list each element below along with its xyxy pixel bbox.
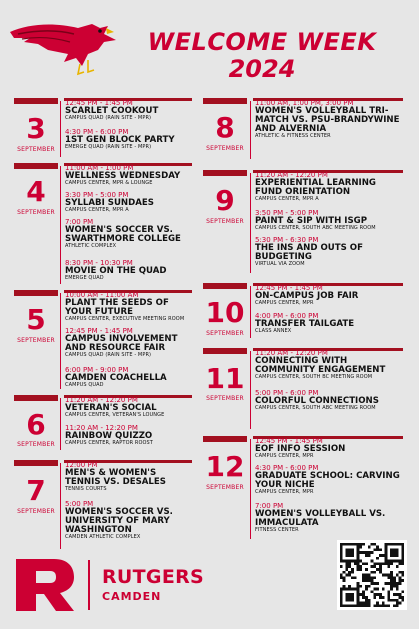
event-location: FITNESS CENTER — [255, 527, 299, 534]
event-name: SCARLET COOKOUT — [65, 106, 159, 117]
event-time: 7:00 PM — [255, 502, 284, 510]
event-item — [255, 172, 405, 203]
event-location: CAMPUS QUAD — [65, 382, 104, 389]
event-time: 7:00 PM — [65, 218, 94, 226]
event-time: 8:30 PM - 10:30 PM — [65, 259, 133, 267]
scarlet-raptor-mascot — [8, 14, 126, 84]
day-number: 9 — [215, 184, 235, 217]
event-item — [255, 237, 405, 268]
day-bar — [203, 436, 247, 442]
day-month: SEPTEMBER — [17, 337, 55, 344]
event-name: TRANSFER TAILGATE — [255, 319, 355, 330]
event-time: 11:20 AM - 12:20 PM — [65, 424, 138, 432]
event-location: EMERGE QUAD — [65, 275, 104, 282]
event-name: SYLLABI SUNDAES — [65, 198, 154, 209]
event-item — [65, 219, 193, 250]
day-bar — [14, 290, 58, 296]
event-time: 5:00 PM — [65, 500, 94, 508]
event-item — [65, 328, 193, 359]
event-name: VETERAN'S SOCIAL — [65, 403, 157, 414]
event-location: CAMPUS CENTER, VETERAN'S LOUNGE — [65, 412, 165, 419]
event-name: PLANT THE SEEDS OF YOUR FUTURE — [65, 298, 169, 318]
event-item — [65, 501, 193, 541]
event-location: ATHLETIC & FITNESS CENTER — [255, 133, 331, 140]
header-title: WELCOME WEEK — [147, 28, 377, 56]
event-location: CAMDEN ATHLETIC COMPLEX — [65, 534, 141, 541]
event-name: CAMDEN COACHELLA — [65, 373, 167, 384]
event-location: CAMPUS CENTER, MPR — [255, 300, 314, 307]
event-location: CAMPUS CENTER, RAPTOR ROOST — [65, 440, 153, 447]
event-name: WOMEN'S SOCCER VS. SWARTHMORE COLLEGE — [65, 225, 181, 245]
event-item — [255, 285, 405, 307]
day-bar — [203, 98, 247, 104]
event-name: EXPERIENTIAL LEARNING FUND ORIENTATION — [255, 178, 376, 198]
day-month: SEPTEMBER — [206, 484, 244, 491]
event-location: CAMPUS CENTER, SOUTH ABC MEETING ROOM — [255, 405, 376, 412]
event-location: TENNIS COURTS — [65, 486, 107, 493]
event-time: 5:00 PM - 6:00 PM — [255, 389, 319, 397]
event-item — [255, 438, 405, 460]
event-item — [255, 210, 405, 232]
day-bar — [14, 395, 58, 401]
event-time: 6:00 PM - 9:00 PM — [65, 366, 129, 374]
day-month: SEPTEMBER — [206, 395, 244, 402]
event-time: 10:00 AM - 11:00 AM — [65, 291, 139, 299]
event-item — [65, 165, 193, 187]
event-item — [255, 350, 405, 381]
event-item — [255, 390, 405, 412]
event-location: ATHLETIC COMPLEX — [65, 243, 117, 250]
event-time: 4:30 PM - 6:00 PM — [65, 128, 129, 136]
day-bar — [14, 460, 58, 466]
day-number: 10 — [205, 296, 245, 329]
day-number: 3 — [26, 112, 46, 145]
event-item — [65, 192, 193, 214]
day-number: 4 — [26, 175, 46, 208]
event-item — [65, 100, 193, 122]
event-name: EOF INFO SESSION — [255, 444, 346, 455]
rutgers-r-logo-icon — [14, 557, 76, 613]
day-month: SEPTEMBER — [206, 218, 244, 225]
day-bar — [203, 170, 247, 176]
event-location: CAMPUS CENTER, MPR A — [255, 196, 319, 203]
event-time: 11:20 AM - 12:20 PM — [255, 171, 328, 179]
event-time: 12:45 PM - 1:45 PM — [65, 99, 133, 107]
event-item — [65, 367, 193, 389]
event-location: EMERGE QUAD (RAIN SITE - MPR) — [65, 144, 152, 151]
event-name: RAINBOW QUIZZO — [65, 431, 153, 442]
event-item — [65, 397, 193, 419]
day-bar — [14, 163, 58, 169]
event-location: CAMPUS CENTER, MPR — [255, 489, 314, 496]
event-name: MOVIE ON THE QUAD — [65, 266, 167, 277]
brand-divider — [88, 560, 90, 610]
event-time: 11:00 AM - 1:00 PM — [65, 164, 134, 172]
event-location: CLASS ANNEX — [255, 328, 292, 335]
day-divider — [60, 101, 61, 157]
event-item — [65, 129, 193, 151]
day-divider — [250, 101, 251, 159]
day-month: SEPTEMBER — [17, 146, 55, 153]
event-item — [65, 260, 193, 282]
event-location: CAMPUS QUAD (RAIN SITE - MPR) — [65, 352, 152, 359]
day-divider — [250, 286, 251, 338]
event-location: CAMPUS CENTER, SOUTH BC MEETING ROOM — [255, 374, 373, 381]
day-divider — [60, 398, 61, 450]
event-item — [255, 100, 405, 140]
day-month: SEPTEMBER — [17, 209, 55, 216]
qr-code-icon[interactable] — [337, 540, 407, 610]
event-name: WOMEN'S VOLLEYBALL TRI-MATCH VS. PSU-BRANDYWINE AND ALVERNIA — [255, 106, 400, 135]
event-item — [65, 292, 193, 323]
event-location: CAMPUS CENTER, EXECUTIVE MEETING ROOM — [65, 316, 185, 323]
event-name: COLORFUL CONNECTIONS — [255, 396, 379, 407]
event-name: WELLNESS WEDNESDAY — [65, 171, 181, 182]
event-time: 4:00 PM - 6:00 PM — [255, 312, 319, 320]
day-divider — [60, 166, 61, 284]
event-time: 4:30 PM - 6:00 PM — [255, 464, 319, 472]
day-number: 11 — [205, 362, 245, 395]
day-number: 8 — [215, 111, 235, 144]
event-name: PAINT & SIP WITH ISGP — [255, 216, 368, 227]
day-divider — [250, 439, 251, 539]
day-number: 5 — [26, 303, 46, 336]
event-name: ON-CAMPUS JOB FAIR — [255, 291, 359, 302]
day-month: SEPTEMBER — [206, 330, 244, 337]
event-item — [255, 313, 405, 335]
event-name: THE INS AND OUTS OF BUDGETING — [255, 243, 363, 263]
event-item — [65, 425, 193, 447]
event-time: 5:30 PM - 6:30 PM — [255, 236, 319, 244]
event-item — [255, 503, 405, 534]
event-time: 12:45 PM - 1:45 PM — [255, 284, 323, 292]
day-number: 7 — [26, 474, 46, 507]
event-time: 12:00 PM — [65, 461, 98, 469]
event-location: CAMPUS CENTER, MPR A — [65, 207, 129, 214]
event-location: CAMPUS CENTER, MPR — [255, 453, 314, 460]
day-bar — [203, 348, 247, 354]
event-location: CAMPUS CENTER, MPR & LOUNGE — [65, 180, 153, 187]
event-time: 3:30 PM - 5:00 PM — [65, 191, 129, 199]
event-item — [255, 465, 405, 496]
event-item — [65, 462, 193, 493]
day-month: SEPTEMBER — [17, 441, 55, 448]
event-name: WOMEN'S VOLLEYBALL VS. IMMACULATA — [255, 509, 386, 529]
event-name: CAMPUS INVOLVEMENT AND RESOURCE FAIR — [65, 334, 178, 354]
day-divider — [60, 293, 61, 389]
event-name: 1ST GEN BLOCK PARTY — [65, 135, 175, 146]
event-name: CONNECTING WITH COMMUNITY ENGAGEMENT — [255, 356, 386, 376]
day-bar — [203, 283, 247, 289]
day-bar — [14, 98, 58, 104]
day-divider — [250, 351, 251, 429]
header-year: 2024 — [228, 55, 296, 83]
event-location: VIRTUAL VIA ZOOM — [255, 261, 305, 268]
day-number: 12 — [205, 450, 245, 483]
event-time: 11:00 AM, 1:00 PM, 3:00 PM — [255, 99, 354, 107]
event-name: MEN'S & WOMEN'S TENNIS VS. DESALES — [65, 468, 166, 488]
day-divider — [250, 173, 251, 273]
brand-name: RUTGERS — [102, 566, 205, 588]
brand-campus: CAMDEN — [102, 590, 162, 603]
event-name: GRADUATE SCHOOL: CARVING YOUR NICHE — [255, 471, 400, 491]
event-time: 12:45 PM - 1:45 PM — [65, 327, 133, 335]
event-time: 3:50 PM - 5:00 PM — [255, 209, 319, 217]
event-location: CAMPUS QUAD (RAIN SITE - MPR) — [65, 115, 152, 122]
day-divider — [60, 463, 61, 549]
day-month: SEPTEMBER — [17, 508, 55, 515]
event-time: 11:20 AM - 12:20 PM — [65, 396, 138, 404]
day-month: SEPTEMBER — [206, 145, 244, 152]
event-time: 11:20 AM - 12:20 PM — [255, 349, 328, 357]
event-name: WOMEN'S SOCCER VS. UNIVERSITY OF MARY WASHINGTON — [65, 507, 173, 536]
event-time: 12:45 PM - 1:45 PM — [255, 437, 323, 445]
event-location: CAMPUS CENTER, SOUTH ABC MEETING ROOM — [255, 225, 376, 232]
day-number: 6 — [26, 408, 46, 441]
